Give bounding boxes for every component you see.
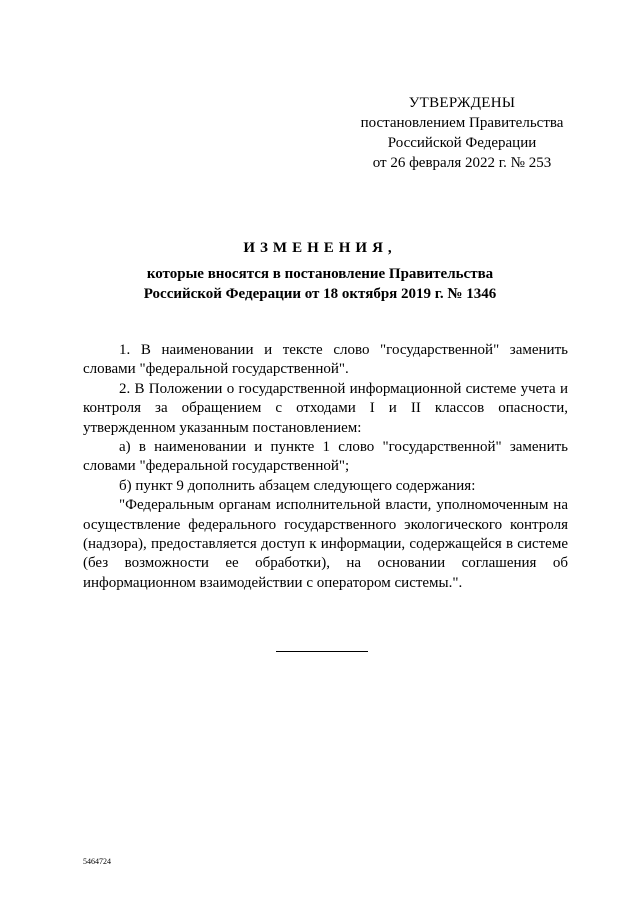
paragraph-3: а) в наименовании и пункте 1 слово "государственной" заменить словами "федеральной государственной"; xyxy=(83,439,568,475)
approval-line-2: Российской Федерации xyxy=(387,135,537,151)
subtitle-line-1: которые вносятся в постановление Правительства xyxy=(146,266,494,282)
approval-line-3: от 26 февраля 2022 г. № 253 xyxy=(372,155,552,171)
approval-line-1: постановлением Правительства xyxy=(360,115,564,131)
approval-stamp xyxy=(330,93,594,173)
document-title: ИЗМЕНЕНИЯ, xyxy=(243,240,397,256)
document-subtitle xyxy=(0,264,640,304)
end-divider xyxy=(276,651,368,652)
paragraph-2: 2. В Положении о государственной информационной системе учета и контроля за обращением с отходами I и II классов опасности, утвержденном указанным постановлением: xyxy=(83,380,568,436)
approval-title: УТВЕРЖДЕНЫ xyxy=(408,95,516,111)
paragraph-5: "Федеральным органам исполнительной власти, уполномоченным на осуществление федерального государственного экологического контроля (надзора), предоставляется доступ к информации, содержащейся в системе (без возможности ее обработки), на основании соглашения об информационном взаимодействии с оператором системы.". xyxy=(83,497,568,591)
document-body xyxy=(83,341,568,593)
paragraph-4: б) пункт 9 дополнить абзацем следующего содержания: xyxy=(119,477,476,494)
document-number: 5464724 xyxy=(83,857,111,866)
paragraph-1: 1. В наименовании и тексте слово "государственной" заменить словами "федеральной государственной". xyxy=(83,342,568,378)
subtitle-line-2: Российской Федерации от 18 октября 2019 г. № 1346 xyxy=(143,286,497,302)
